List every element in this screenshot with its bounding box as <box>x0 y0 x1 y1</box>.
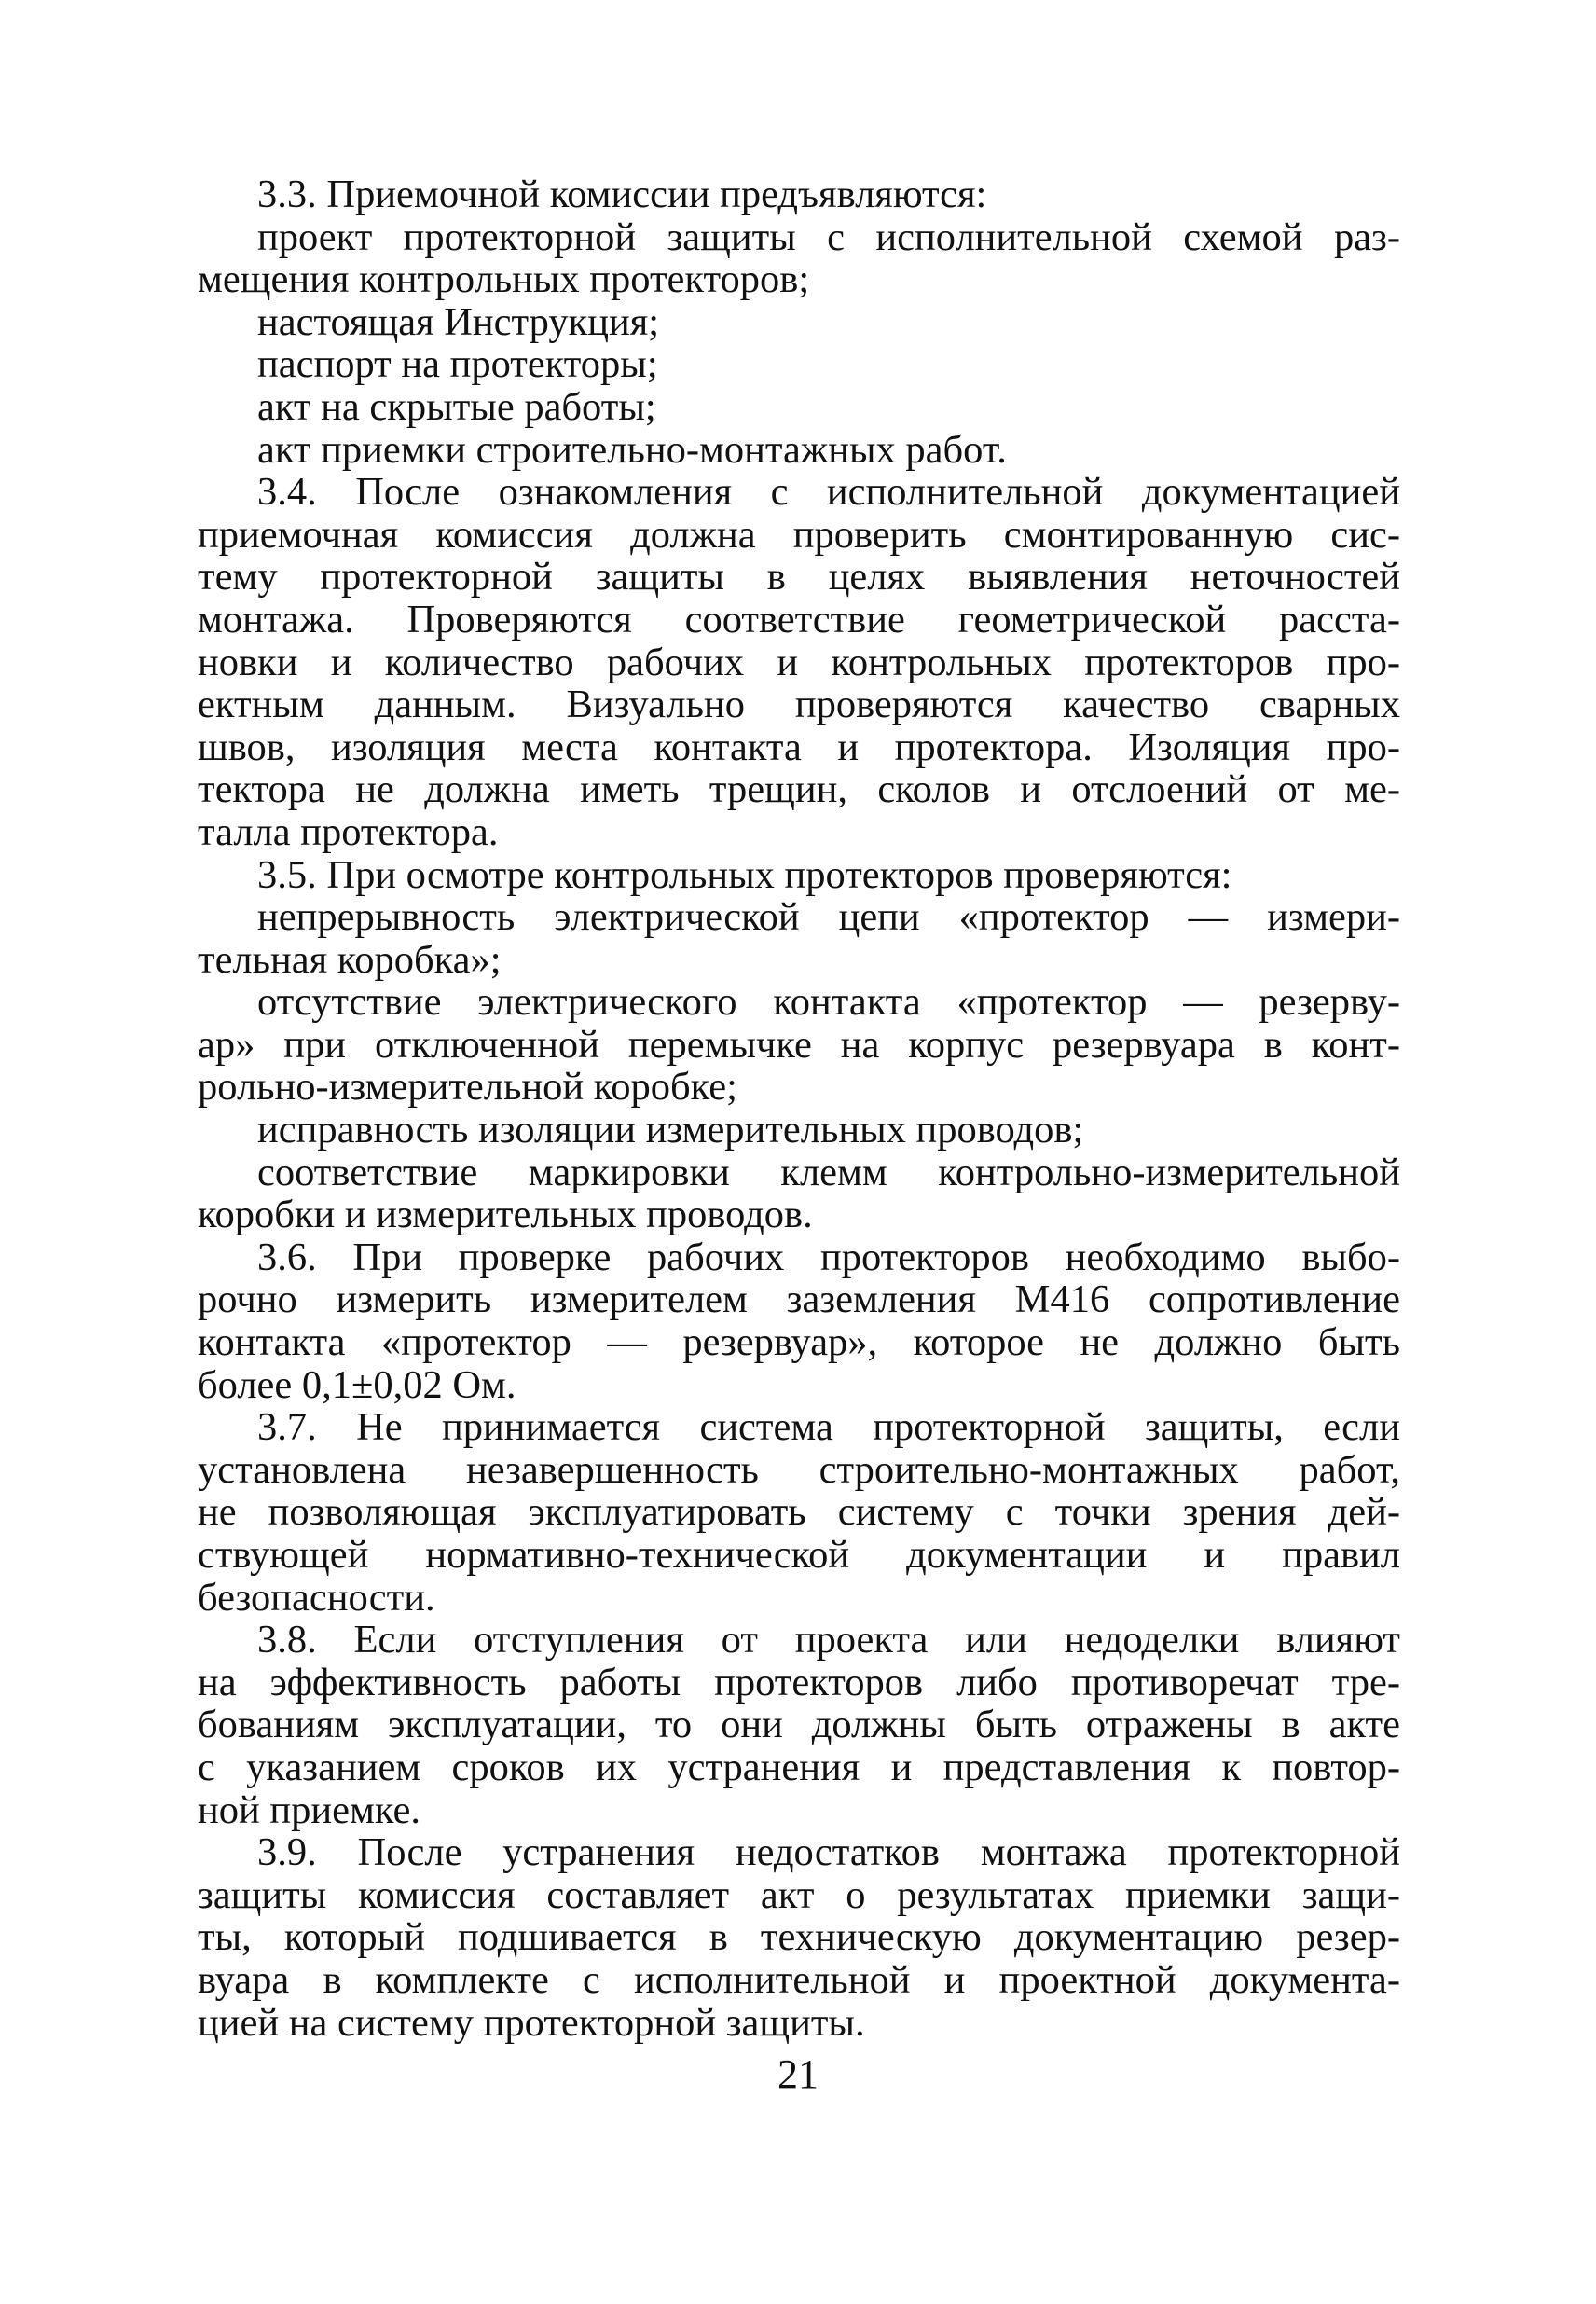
text-line: контакта «протектор — резервуар», которое не должно быть <box>198 1320 1400 1365</box>
text-line: цией на систему протекторной защиты. <box>198 2000 865 2045</box>
paragraph-p3-3-item5 <box>198 429 1400 472</box>
text-line: соответствие маркировки клемм контрольно-измерительной <box>257 1150 1400 1194</box>
paragraph-p3-3-item3 <box>198 343 1400 386</box>
text-line: установлена незавершенность строительно-монтажных работ, <box>198 1447 1400 1492</box>
text-line: рочно измерить измерителем заземления М416 сопротивление <box>198 1277 1400 1322</box>
paragraph-p3-5-item4 <box>198 1152 1400 1236</box>
text-line: исправность изоляции измерительных проводов; <box>257 1108 1084 1152</box>
text-line: акт на скрытые работы; <box>257 384 656 429</box>
text-line: тему протекторной защиты в целях выявления неточностей <box>198 555 1400 600</box>
text-line: более 0,1±0,02 Ом. <box>198 1362 516 1407</box>
text-line: 3.3. Приемочной комиссии предъявляются: <box>257 172 987 216</box>
text-line: швов, изоляция места контакта и протектора. Изоляция про- <box>198 724 1400 769</box>
text-line: проект протекторной защиты с исполнительной схемой раз- <box>257 214 1400 259</box>
text-line: с указанием сроков их устранения и представления к повтор- <box>198 1745 1400 1789</box>
text-line: мещения контрольных протекторов; <box>198 257 810 302</box>
text-line: тектора не должна иметь трещин, сколов и отслоений от ме- <box>198 767 1400 812</box>
paragraph-p3-5-item2 <box>198 981 1400 1109</box>
paragraph-p3-9 <box>198 1831 1400 2044</box>
text-line: 3.4. После ознакомления с исполнительной документацией <box>257 470 1400 515</box>
paragraph-p3-6 <box>198 1236 1400 1406</box>
text-line: талла протектора. <box>198 809 499 854</box>
text-line: 3.9. После устранения недостатков монтажа протекторной <box>257 1830 1400 1875</box>
paragraph-p3-3-item1 <box>198 216 1400 301</box>
paragraph-p3-4 <box>198 471 1400 853</box>
body-text <box>198 173 1400 2044</box>
text-line: на эффективность работы протекторов либо противоречат тре- <box>198 1660 1400 1704</box>
paragraph-p3-5-item3 <box>198 1109 1400 1152</box>
text-line: новки и количество рабочих и контрольных протекторов про- <box>198 640 1400 684</box>
text-line: отсутствие электрического контакта «протектор — резерву- <box>257 980 1400 1025</box>
text-line: ной приемке. <box>198 1787 420 1832</box>
text-line: настоящая Инструкция; <box>257 299 660 344</box>
paragraph-p3-8 <box>198 1619 1400 1831</box>
text-line: бованиям эксплуатации, то они должны быть отражены в акте <box>198 1703 1400 1747</box>
text-line: приемочная комиссия должна проверить смонтированную сис- <box>198 512 1400 557</box>
text-line: ектным данным. Визуально проверяются качество сварных <box>198 683 1400 727</box>
text-line: безопасности. <box>198 1575 435 1620</box>
text-line: непрерывность электрической цепи «протектор — измери- <box>257 895 1400 940</box>
text-line: ствующей нормативно-технической документации и правил <box>198 1533 1400 1577</box>
text-line: защиты комиссия составляет акт о результатах приемки защи- <box>198 1872 1400 1917</box>
paragraph-p3-3 <box>198 173 1400 216</box>
text-line: 3.5. При осмотре контрольных протекторов проверяются: <box>257 852 1232 897</box>
text-line: ар» при отключенной перемычке на корпус резервуара в конт- <box>198 1022 1400 1067</box>
text-line: коробки и измерительных проводов. <box>198 1193 813 1237</box>
paragraph-p3-5 <box>198 854 1400 897</box>
paragraph-p3-5-item1 <box>198 896 1400 981</box>
text-line: рольно-измерительной коробке; <box>198 1065 737 1110</box>
text-line: 3.8. Если отступления от проекта или недоделки влияют <box>257 1618 1400 1662</box>
text-line: тельная коробка»; <box>198 937 502 982</box>
text-line: акт приемки строительно-монтажных работ. <box>257 427 1007 472</box>
text-line: 3.7. Не принимается система протекторной защиты, если <box>257 1405 1400 1450</box>
paragraph-p3-3-item4 <box>198 386 1400 429</box>
page-number: 21 <box>777 2051 819 2097</box>
text-line: монтажа. Проверяются соответствие геометрической расста- <box>198 597 1400 642</box>
text-line: ты, который подшивается в техническую документацию резер- <box>198 1915 1400 1960</box>
text-line: 3.6. При проверке рабочих протекторов необходимо выбо- <box>257 1235 1400 1279</box>
paragraph-p3-3-item2 <box>198 301 1400 344</box>
text-line: не позволяющая эксплуатировать систему с точки зрения дей- <box>198 1490 1400 1535</box>
text-line: паспорт на протекторы; <box>257 342 658 387</box>
text-line: вуара в комплекте с исполнительной и проектной документа- <box>198 1957 1400 2002</box>
paragraph-p3-7 <box>198 1406 1400 1619</box>
